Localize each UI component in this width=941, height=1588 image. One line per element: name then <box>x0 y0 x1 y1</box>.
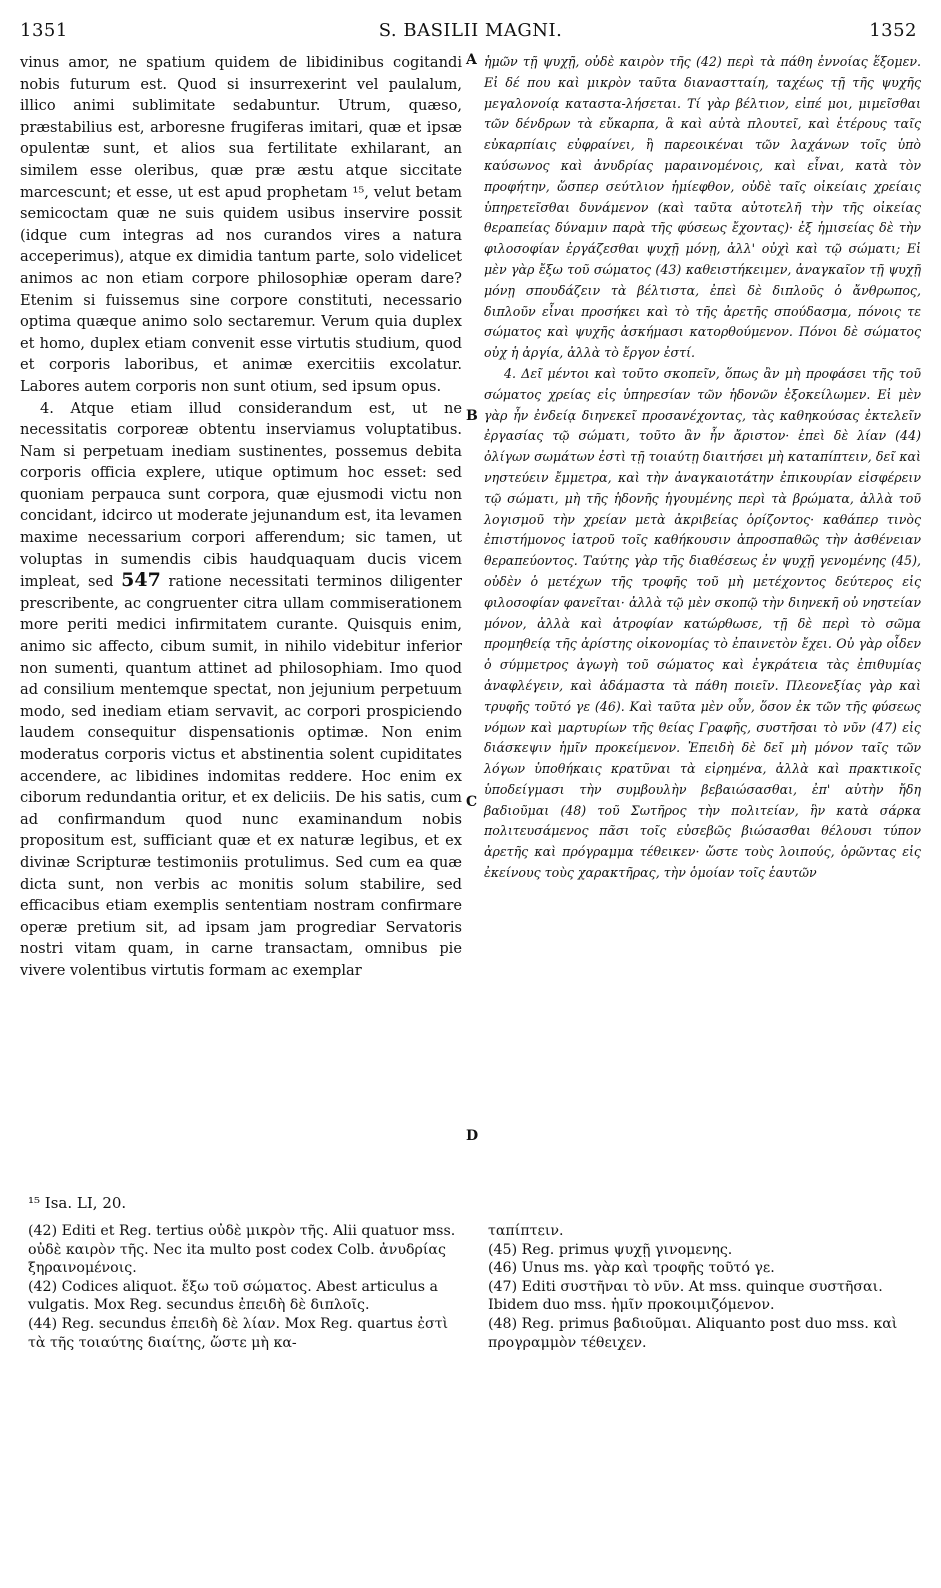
running-title: S. BASILII MAGNI. <box>378 20 563 41</box>
latin-paragraph-2-part-b: ratione necessitati terminos diligenter prescribente, ac congruenter citra ullam commiserationem more periti medici infirmitatem curante. Quisquis enim, animo sic affecto, cibum sumit, in nihilo videbitur inferior non sumenti, quantum attinet ad philosophiam. Imo quod ad consilium mentemque spectat, non jejunium perpetuum modo, sed inediam etiam servavit, ac corpori prospiciendo laudem consequitur dispensationis optimæ. Non enim moderatus corporis victus et abstinentia solent cupiditates accendere, ac libidines indomitas reddere. Hoc enim ex ciborum redundantia oritur, et ex deliciis. De his satis, cum ad confirmandum quod nunc examinandum nobis propositum est, sufficiant quæ et ex naturæ legibus, et ex divinæ Scripturæ testimoniis protulimus. Sed cum ea quæ dicta sunt, non verbis ac monitis solum stabilire, sed efficacibus etiam exemplis sententiam nostram confirmare operæ pretium sit, ad ipsam jam progrediar Servatoris nostri vitam quam, in carne transactam, omnibus pie vivere volentibus virtutis formam ac exemplar <box>20 573 462 979</box>
critical-notes-left <box>28 1222 458 1352</box>
note: (46) Unus ms. γὰρ καὶ τροφῆς τοῦτό γε. <box>488 1260 775 1277</box>
section-marker-a: A <box>466 52 477 68</box>
latin-paragraph-2-part-a: 4. Atque etiam illud considerandum est, ut ne necessitatis corporeæ obtentu inserviamus voluptatibus. Nam si perpetuam inediam sustinentes, possemus debita corporis officia explere, utique optimum hoc esset: sed quoniam perpauca sunt corpora, quæ ejusmodi victu non concidant, idcirco ut moderate jejunandum est, ita levamen maxime necessarium corpori afferendum; sic tamen, ut voluptas in sumendis cibis haudquaquam ducis vicem impleat, sed <box>20 399 462 591</box>
section-marker-d: D <box>466 1128 479 1144</box>
note: ταπίπτειν. <box>488 1223 564 1239</box>
section-marker-b: B <box>466 408 478 424</box>
section-marker-c: C <box>466 794 478 810</box>
note: (42) Codices aliquot. ἔξω τοῦ σώματος. Abest articulus a vulgatis. Mox Reg. secundus ἐπειδὴ δὲ διπλοῖς. <box>28 1278 438 1314</box>
greek-column <box>484 52 921 884</box>
column-number: 547 <box>121 569 161 592</box>
latin-paragraph-1: vinus amor, ne spatium quidem de libidinibus cogitandi nobis futurum est. Quod si insurrexerint vel paulalum, illico animi sublimitate sedabuntur. Utrum, quæso, præstabilius est, arboresne frugiferas imitari, quæ et ipsæ opulentæ sunt, et alios sua fertilitate exhilarant, an similem esse oleribus, quæ præ æstu atque siccitate marcescunt; et esse, ut est apud prophetam ¹⁵, velut betam semicoctam quæ ne suis quidem usibus inservire possit (idque cum integras ad nos curandos vires a natura acceperimus), atque ex dimidia tantum parte, solo videlicet animos ac non etiam corpore philosophiæ operam dare? Etenim si fuissemus sine corpore constituti, necessario optima quæque animo solo sectaremur. Verum quia duplex et homo, duplex etiam convenit esse virtutis studium, quod et corporis laboribus, et animæ exercitiis excolatur. Labores autem corporis non sunt otium, sed ipsum opus. <box>20 54 462 395</box>
scripture-footnote: ¹⁵ Isa. LI, 20. <box>28 1194 127 1212</box>
critical-notes-right <box>488 1222 918 1352</box>
note: (45) Reg. primus ψυχῇ γινομενης. <box>488 1241 733 1258</box>
greek-paragraph-2: 4. Δεῖ μέντοι καὶ τοῦτο σκοπεῖν, ὅπως ἂν μὴ προφάσει τῆς τοῦ σώματος χρείας εἰς ὑπηρεσίαν τῶν ἡδονῶν ἐξοκείλωμεν. Εἰ μὲν γὰρ ἦν ἐνδείᾳ διηνεκεῖ προσανέχοντας, τὰς καθηκούσας ἐκτελεῖν ἐργασίας τῷ σώματι, τοῦτο ἂν ἦν ἄριστον· ἐπεὶ δὲ λίαν (44) ὀλίγων σωμάτων ἐστὶ τῇ τοιαύτῃ διαιτήσει μὴ καταπίπτειν, δεῖ καὶ νηστεύειν ἔμμετρα, καὶ τὴν ἀναγκαιοτάτην ἐπικουρίαν εἰσφέρειν τῷ σώματι, μὴ τῆς ἡδονῆς ἡγουμένης περὶ τὰ βρώματα, ἀλλὰ τοῦ λογισμοῦ τὴν χρείαν μετὰ ἀκριβείας ὁρίζοντος· καθάπερ τινὸς ἐπιστήμονος ἰατροῦ τοῖς καθήκουσιν ἀπροσπαθῶς τὴν ἀσθένειαν θεραπεύοντος. Ταύτης γὰρ τῆς διαθέσεως ἐν ψυχῇ γενομένης (45), οὐδὲν ὁ μετέχων τῆς τροφῆς τοῦ μὴ μετέχοντος δεύτερος εἰς φιλοσοφίαν φανεῖται· ἀλλὰ τῷ μὲν σκοπῷ τὴν διηνεκῆ οὐ νηστείαν μόνον, ἀλλὰ καὶ ἀτροφίαν κατώρθωσε, τῇ δὲ περὶ τὸ σῶμα προμηθείᾳ τῆς ἀρίστης οἰκονομίας τὸ ἐπαινετὸν ἔχει. Οὐ γὰρ οἶδεν ὁ σύμμετρος ἀγωγὴ τοῦ σώματος καὶ ἐγκράτεια τὰς ἐπιθυμίας ἀναφλέγειν, καὶ ἀδάμαστα τὰ πάθη ποιεῖν. Πλεονεξίας γὰρ καὶ τρυφῆς τοῦτό γε (46). Καὶ ταῦτα μὲν οὖν, ὅσον ἐκ τῶν τῆς φύσεως νόμων καὶ μαρτυρίων τῆς θείας Γραφῆς, συστῆσαι τὸ νῦν (47) εἰς διάσκεψιν ἡμῖν προκείμενον. Ἐπειδὴ δὲ δεῖ μὴ μόνον ταῖς τῶν λόγων ὑποθήκαις κρατῦναι τὰ εἰρημένα, ἀλλὰ καὶ πρακτικοῖς ὑποδείγμασι τὴν συμβουλὴν βεβαιώσασθαι, ἐπ' αὐτὴν ἤδη βαδιοῦμαι (48) τοῦ Σωτῆρος τὴν πολιτείαν, ἣν κατὰ σάρκα πολιτευσάμενος πᾶσι τοῖς εὐσεβῶς βιώσασθαι θέλουσι τύπον ἀρετῆς καὶ πρόγραμμα τέθεικεν· ὥστε τοὺς λοιπούς, ὁρῶντας εἰς ἐκείνους τοὺς χαρακτῆρας, τὴν ὁμοίαν τοῖς ἑαυτῶν <box>484 365 921 881</box>
note: (47) Editi συστῆναι τὸ νῦν. At mss. quinque συστῆσαι. Ibidem duo mss. ἡμῖν προκοιμιζόμενον. <box>488 1278 883 1314</box>
left-page-number: 1351 <box>20 20 68 41</box>
note: (42) Editi et Reg. tertius οὐδὲ μικρὸν τῆς. Alii quatuor mss. οὐδὲ καιρὸν τῆς. Nec ita multo post codex Colb. ἀνυδρίας ξηραινομένοις. <box>28 1223 456 1277</box>
greek-paragraph-1: ἡμῶν τῇ ψυχῇ, οὐδὲ καιρὸν τῆς (42) περὶ τὰ πάθη ἐννοίας ἕξομεν. Εἰ δέ που καὶ μικρὸν ταῦτα διαναστταίη, ταχέως τῇ τῆς ψυχῆς μεγαλονοίᾳ καταστα-λήσεται. Τί γὰρ βέλτιον, εἰπέ μοι, μιμεῖσθαι τῶν δένδρων τὰ εὔκαρπα, ἃ καὶ αὐτὰ πλουτεῖ, καὶ ἑτέρους ταῖς εὐκαρπίαις εὐφραίνει, ἢ παρεοικέναι τῶν λαχάνων τοῖς ὑπὸ καύσωνος καὶ ἀνυδρίας μαραινομένοις, καὶ εἶναι, κατὰ τὸν προφήτην, ὥσπερ σεύτλιον ἡμίεφθον, οὐδὲ ταῖς οἰκείαις χρείαις ὑπηρετεῖσθαι δυνάμενον (καὶ ταῦτα αὐτοτελῆ τὴν τῆς οἰκείας θεραπείας δύναμιν παρὰ τῆς φύσεως ἔχοντας)· ἐξ ἡμισείας δὲ τὴν φιλοσοφίαν ἐργάζεσθαι ψυχῇ μόνῃ, ἀλλ' οὐχὶ καὶ τῷ σώματι; Εἰ μὲν γὰρ ἔξω τοῦ σώματος (43) καθειστήκειμεν, ἀναγκαῖον τῇ ψυχῇ μόνῃ σπουδάζειν τὰ βέλτιστα, ἐπεὶ δὲ διπλοῦς ὁ ἄνθρωπος, διπλοῦν εἶναι προσήκει καὶ τὸ τῆς ἀρετῆς σπούδασμα, πόνοις τε σώματος καὶ ψυχῆς ἀσκήμασι κατορθούμενον. Πόνοι δὲ σώματος οὐχ ἡ ἀργία, ἀλλὰ τὸ ἔργον ἐστί. <box>484 54 921 361</box>
right-page-number: 1352 <box>869 20 917 41</box>
latin-column <box>20 52 462 982</box>
note: (44) Reg. secundus ἐπειδὴ δὲ λίαν. Mox Reg. quartus ἐστὶ τὰ τῆς τοιαύτης διαίτης, ὥστε μὴ κα- <box>28 1315 449 1351</box>
note: (48) Reg. primus βαδιοῦμαι. Aliquanto post duo mss. καὶ προγραμμὸν τέθειχεν. <box>488 1315 898 1351</box>
latin-paragraph-2 <box>20 398 462 982</box>
